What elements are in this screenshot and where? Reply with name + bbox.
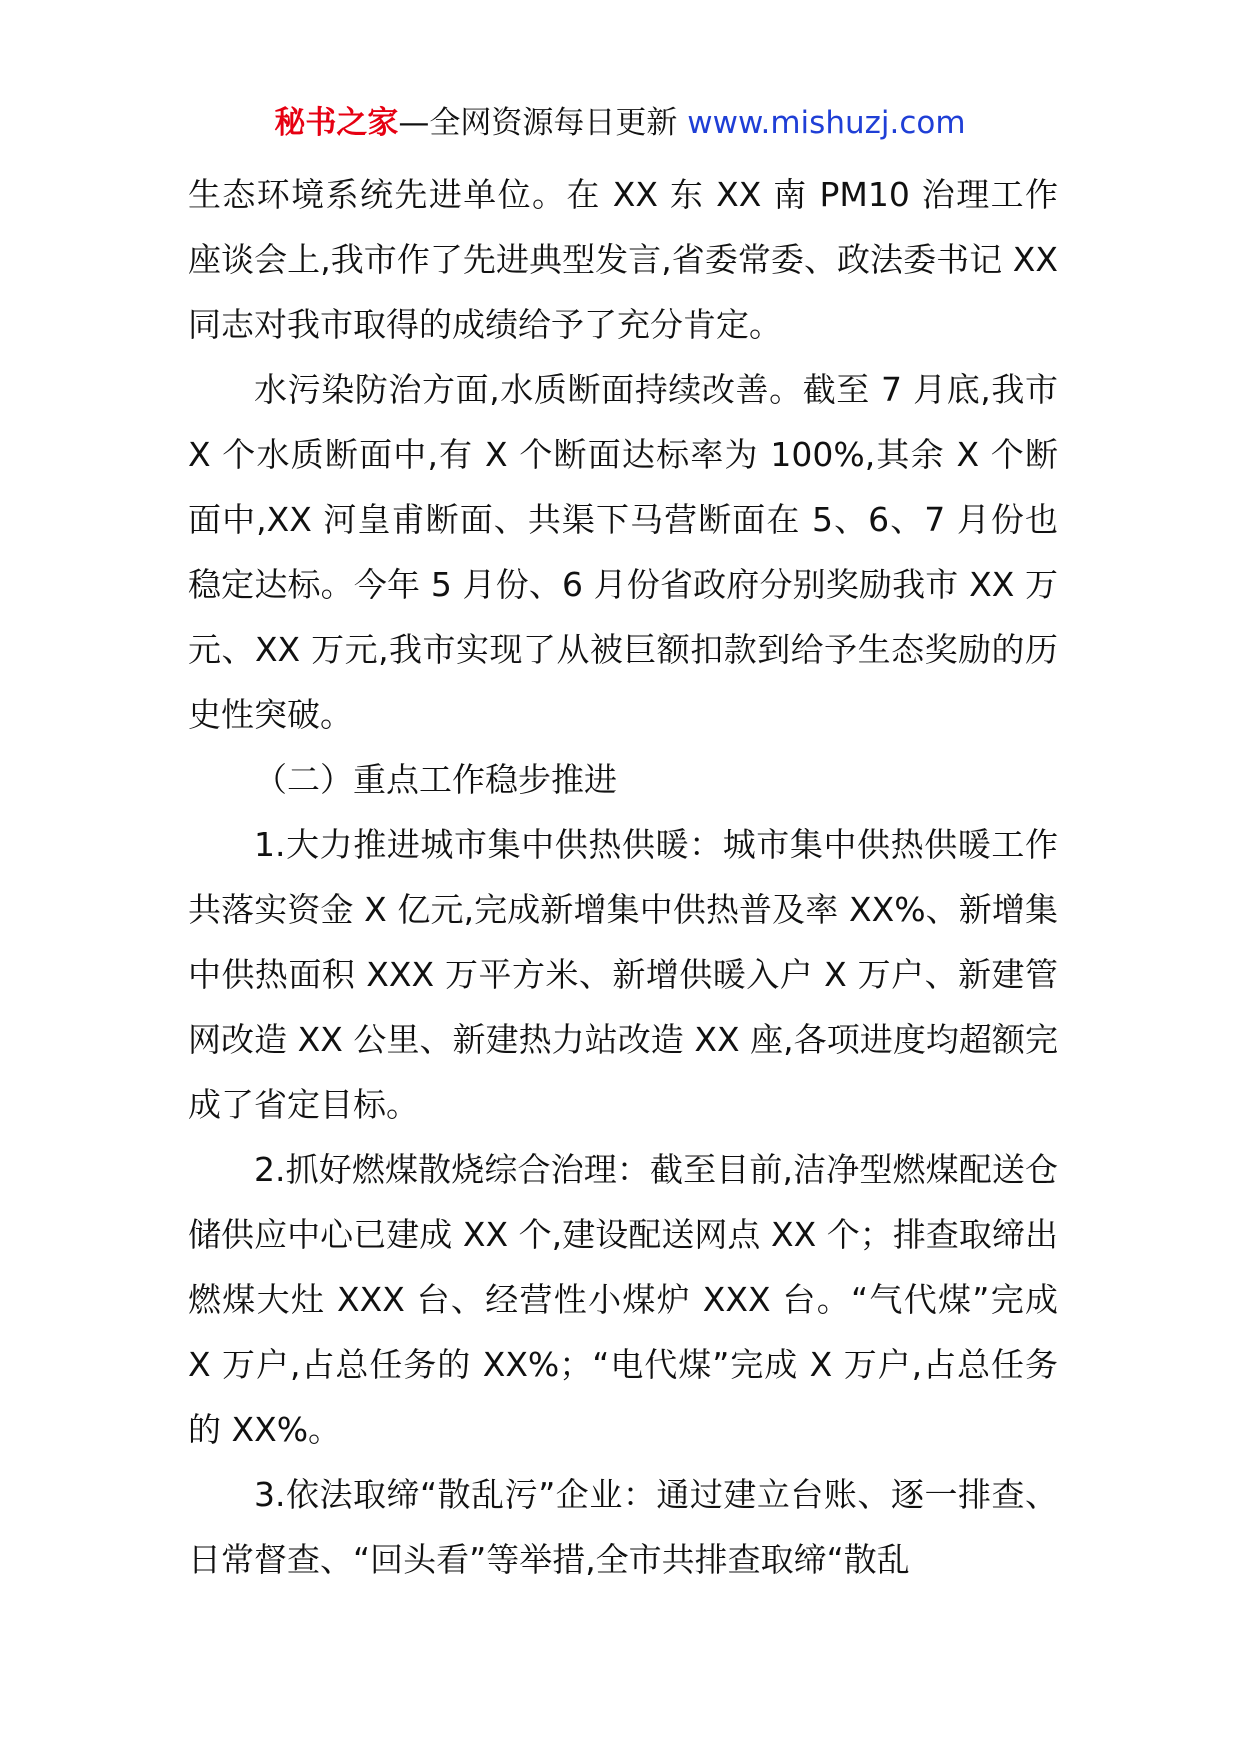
- header-tagline: —全网资源每日更新: [398, 105, 678, 141]
- paragraph-water-pollution: 水污染防治方面,水质断面持续改善。截至 7 月底,我市 X 个水质断面中,有 X 个断面达标率为 100%,其余 X 个断面中,XX 河皇甫断面、共渠下马营断面在 5、6、7 月份也稳定达标。今年 5 月份、6 月份省政府分别奖励我市 XX 万元、XX 万元,我市实现了从被巨额扣款到给予生态奖励的历史性突破。: [188, 370, 1058, 734]
- paragraph-central-heating: 1.大力推进城市集中供热供暖：城市集中供热供暖工作共落实资金 X 亿元,完成新增集中供热普及率 XX%、新增集中供热面积 XXX 万平方米、新增供暖入户 X 万户、新建管网改造 XX 公里、新建热力站改造 XX 座,各项进度均超额完成了省定目标。: [188, 825, 1058, 1124]
- page-header: [0, 100, 1240, 146]
- section-heading-key-work: （二）重点工作稳步推进: [254, 760, 617, 799]
- paragraph-coal-burning: 2.抓好燃煤散烧综合治理：截至目前,洁净型燃煤配送仓储供应中心已建成 XX 个,建设配送网点 XX 个；排查取缔出燃煤大灶 XXX 台、经营性小煤炉 XXX 台。“气代煤”完成 X 万户,占总任务的 XX%；“电代煤”完成 X 万户,占总任务的 XX%。: [188, 1150, 1058, 1449]
- brand-name: 秘书之家: [274, 105, 399, 141]
- paragraph-scattered-enterprises: 3.依法取缔“散乱污”企业：通过建立台账、逐一排查、日常督查、“回头看”等举措,全市共排查取缔“散乱: [188, 1475, 1058, 1579]
- site-url-link[interactable]: www.mishuzj.com: [687, 105, 966, 141]
- document-body: [188, 162, 1058, 1592]
- paragraph-continuation: 生态环境系统先进单位。在 XX 东 XX 南 PM10 治理工作座谈会上,我市作了先进典型发言,省委常委、政法委书记 XX 同志对我市取得的成绩给予了充分肯定。: [188, 175, 1058, 344]
